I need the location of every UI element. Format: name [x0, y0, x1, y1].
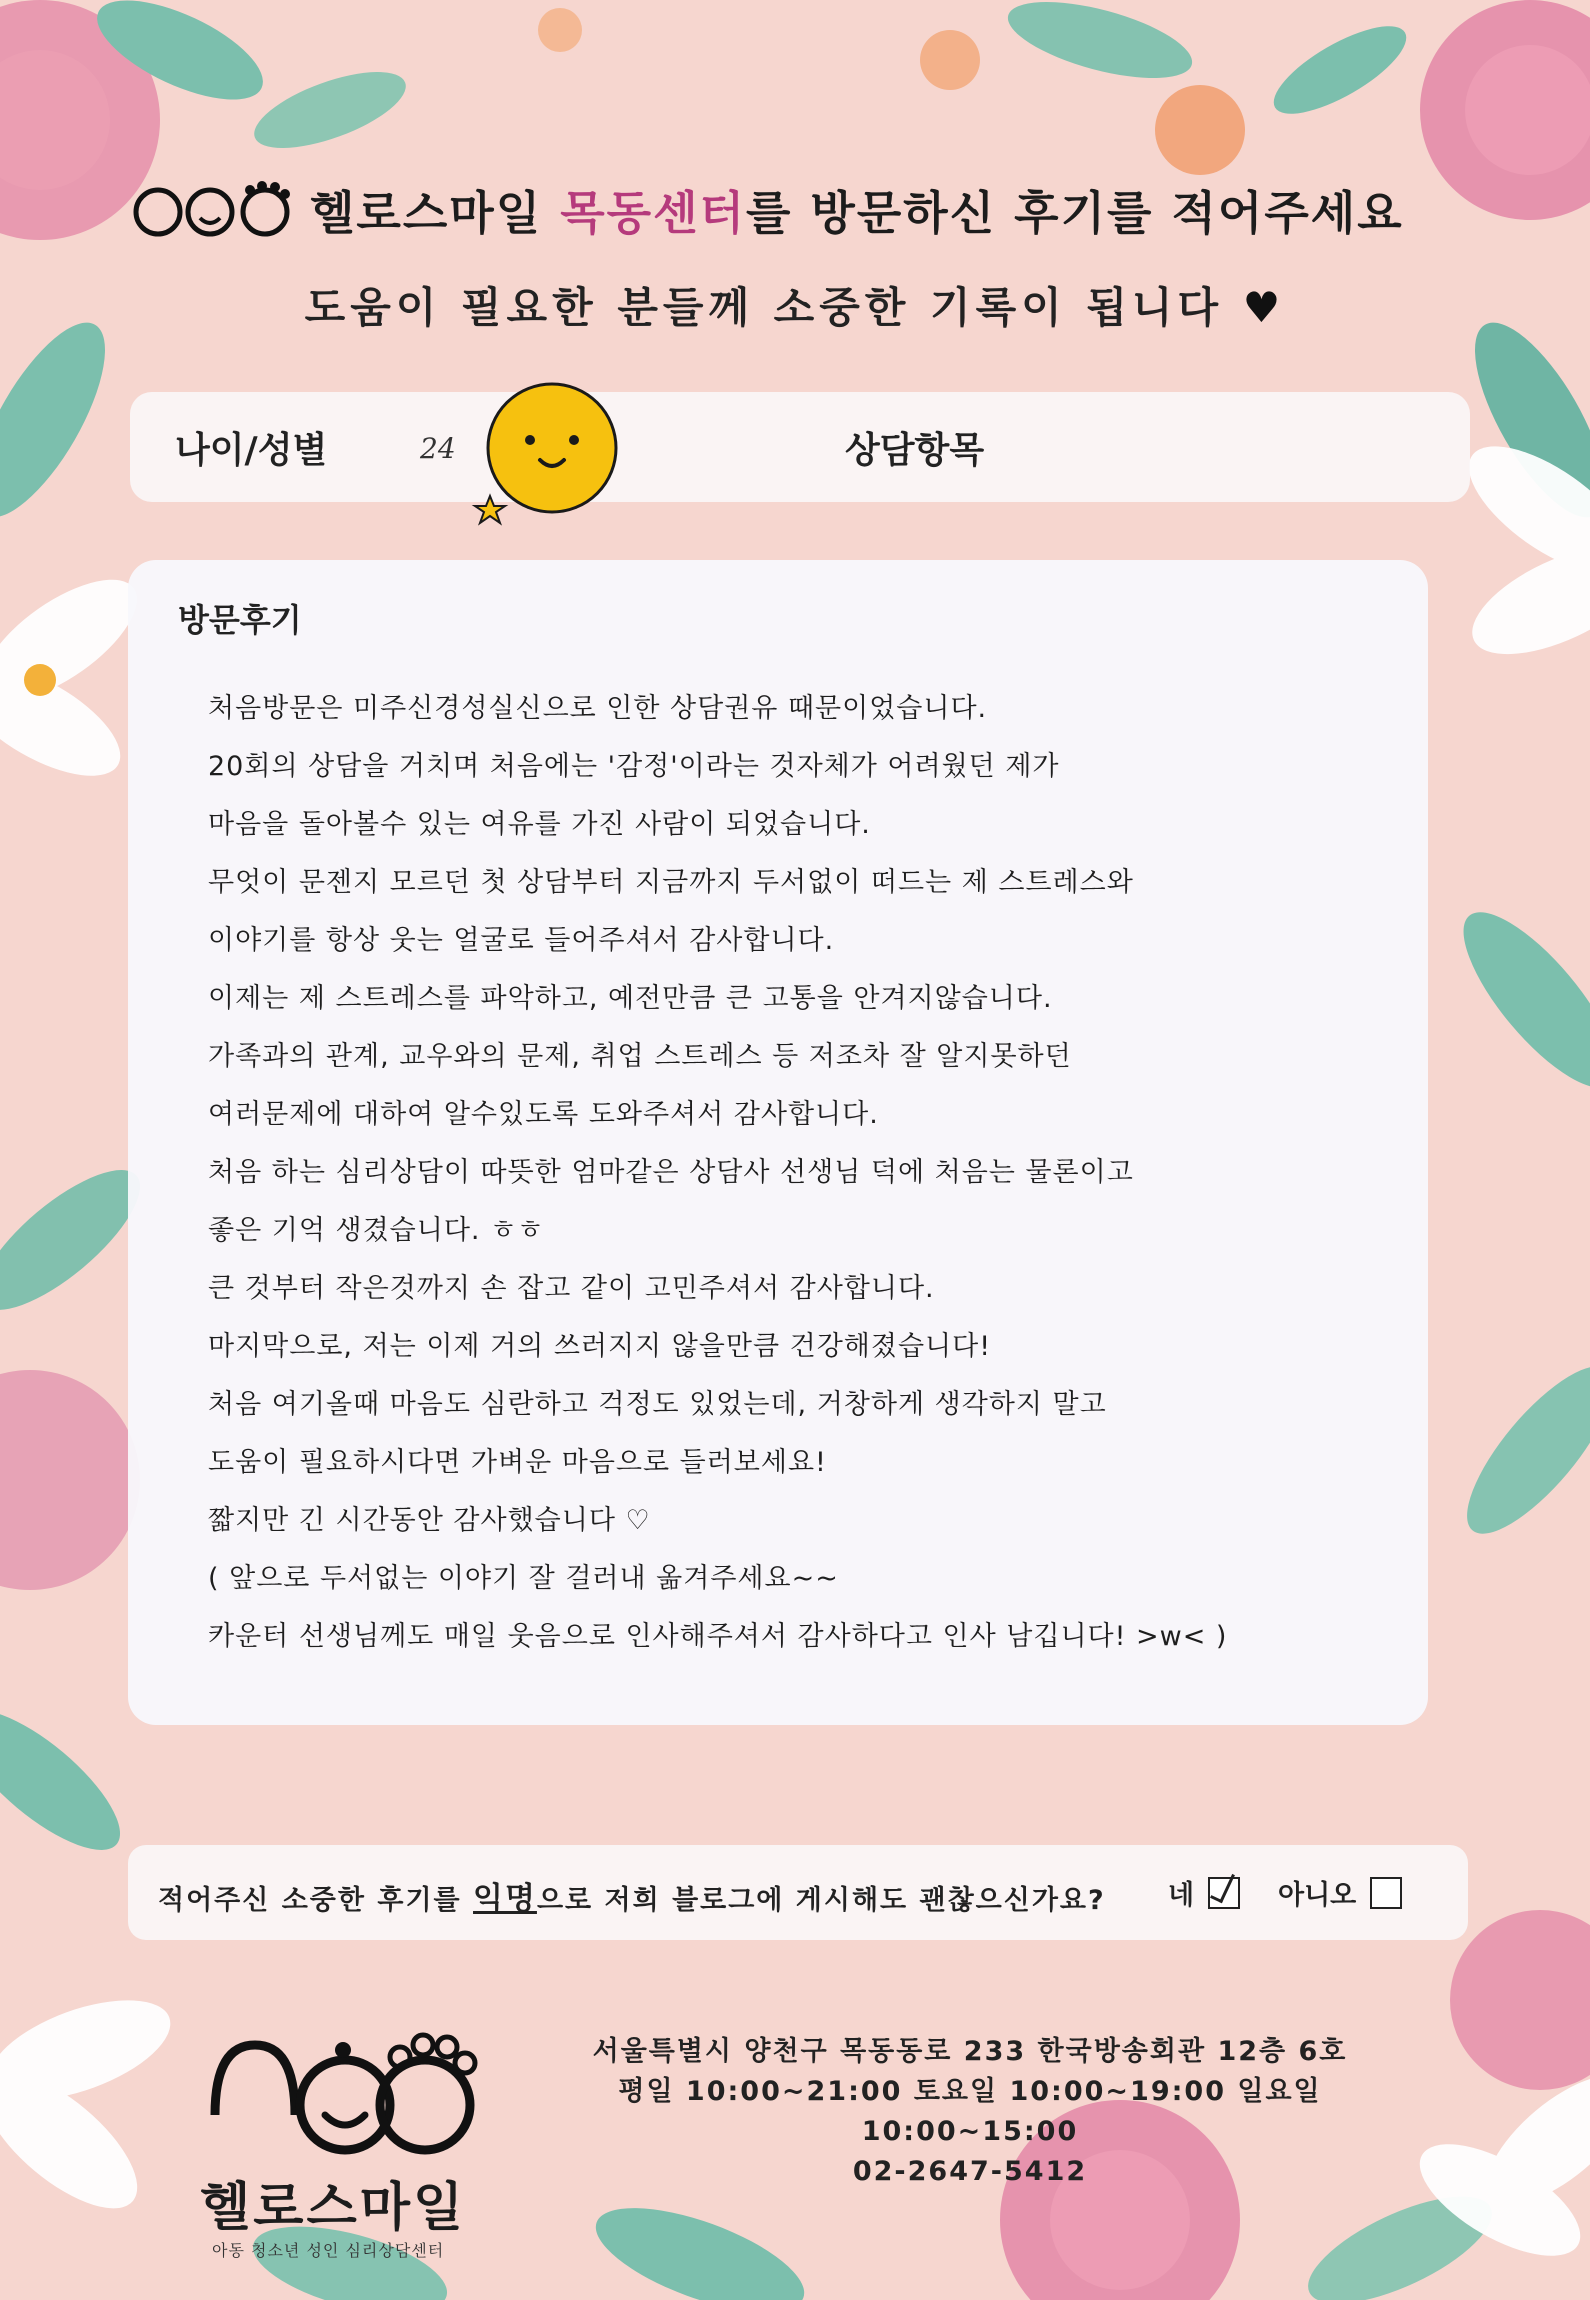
form-title: [130, 170, 1460, 250]
review-line: 가족과의 관계, 교우와의 문제, 취업 스트레스 등 저조차 잘 알지못하던: [208, 1041, 1072, 1072]
center-name: 목동센터: [560, 186, 746, 240]
brand-name: 헬로스마일: [310, 186, 543, 240]
review-line: 처음 하는 심리상담이 따뜻한 엄마같은 상담사 선생님 덕에 처음는 물론이고: [208, 1157, 1134, 1188]
hellosmile-logo-mini: [130, 180, 300, 240]
footer-address: 서울특별시 양천구 목동동로 233 한국방송회관 12층 6호: [592, 2036, 1348, 2067]
review-line: 마음을 돌아볼수 있는 여유를 가진 사람이 되었습니다.: [208, 809, 871, 840]
consent-yes-option[interactable]: [1168, 1873, 1240, 1912]
review-line: 이제는 제 스트레스를 파악하고, 예전만큼 큰 고통을 안겨지않습니다.: [208, 983, 1053, 1014]
review-line: 처음방문은 미주신경성실신으로 인한 상담권유 때문이었습니다.: [208, 693, 988, 724]
review-line: 처음 여기올때 마음도 심란하고 걱정도 있었는데, 거창하게 생각하지 말고: [208, 1389, 1107, 1420]
review-line: ( 앞으로 두서없는 이야기 잘 걸러내 옮겨주세요~~: [208, 1563, 839, 1594]
footer-hours: 평일 10:00~21:00 토요일 10:00~19:00 일요일 10:00~15:00: [618, 2076, 1322, 2147]
review-box: [128, 560, 1428, 1725]
form-subtitle: [0, 275, 1590, 335]
review-line: 짧지만 긴 시간동안 감사했습니다 ♡: [208, 1505, 651, 1536]
consent-question-pre: 적어주신 소중한 후기를: [158, 1885, 474, 1916]
review-line: 20회의 상담을 거치며 처음에는 '감정'이라는 것자체가 어려웠던 제가: [208, 751, 1060, 782]
review-line: 무엇이 문젠지 모르던 첫 상담부터 지금까지 두서없이 떠드는 제 스트레스와: [208, 867, 1134, 898]
counsel-items-label: 상담항목: [845, 430, 985, 471]
review-line: 카운터 선생님께도 매일 웃음으로 인사해주셔서 감사하다고 인사 남깁니다! >w< ): [208, 1621, 1228, 1652]
consent-question-emphasis: 익명: [473, 1881, 537, 1917]
review-line: 큰 것부터 작은것까지 손 잡고 같이 고민주셔서 감사합니다.: [208, 1273, 935, 1304]
footer-phone[interactable]: 02-2647-5412: [852, 2156, 1088, 2187]
review-line: 여러문제에 대하여 알수있도록 도와주셔서 감사합니다.: [208, 1099, 879, 1130]
review-line: 도움이 필요하시다면 가벼운 마음으로 들러보세요!: [208, 1447, 827, 1478]
yes-label: 네: [1168, 1880, 1195, 1911]
consent-question-post: 으로 저희 블로그에 게시해도 괜찮으신가요?: [536, 1885, 1106, 1916]
footer-brand: 헬로스마일: [200, 2178, 467, 2238]
review-text[interactable]: [208, 680, 1408, 1666]
yes-checkbox[interactable]: [1208, 1877, 1240, 1909]
consent-question: [158, 1873, 1106, 1918]
no-label: 아니오: [1278, 1880, 1357, 1911]
age-gender-label: 나이/성별: [175, 430, 328, 471]
info-box: [130, 392, 1470, 502]
smiley-sticker-icon: [470, 378, 630, 538]
review-line: 좋은 기억 생겼습니다. ㅎㅎ: [208, 1215, 545, 1246]
footer-info: [520, 2032, 1420, 2192]
title-rest: 를 방문하신 후기를 적어주세요: [745, 186, 1404, 240]
hellosmile-logo: [195, 2005, 485, 2175]
review-line: 마지막으로, 저는 이제 거의 쓰러지지 않을만큼 건강해졌습니다!: [208, 1331, 992, 1362]
heart-icon: ♥: [1242, 283, 1286, 332]
footer-tagline: 아동 청소년 성인 심리상담센터: [212, 2241, 445, 2260]
review-line: 이야기를 항상 웃는 얼굴로 들어주셔서 감사합니다.: [208, 925, 835, 956]
consent-box: [128, 1845, 1468, 1940]
subtitle-text: 도움이 필요한 분들께 소중한 기록이 됩니다: [304, 283, 1224, 332]
consent-no-option[interactable]: [1278, 1873, 1402, 1912]
no-checkbox[interactable]: [1370, 1877, 1402, 1909]
age-value[interactable]: 24: [420, 432, 456, 465]
review-label: 방문후기: [178, 601, 302, 639]
